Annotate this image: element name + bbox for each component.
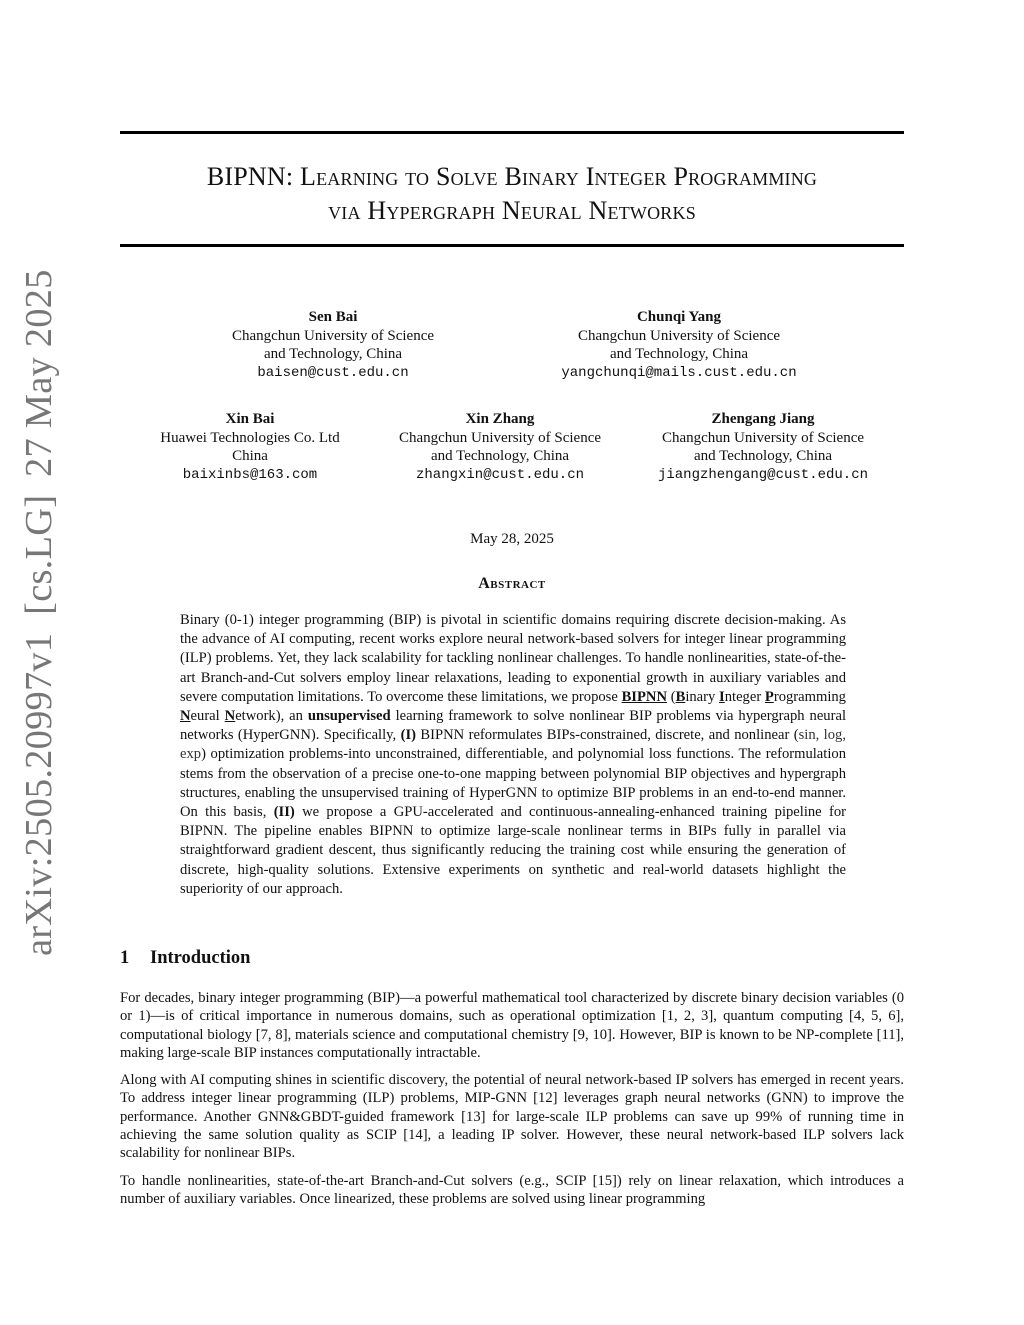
abstract-heading: Abstract — [478, 575, 546, 592]
acronym-letter: P — [764, 688, 774, 705]
section-title: Introduction — [150, 948, 251, 968]
abstract-text: learning framework to solve nonlinear BIP problems via hypergraph neural networks (HyperGNN). Specifically, — [180, 708, 846, 744]
acronym-rest: inary — [685, 688, 720, 705]
abstract-text: we propose a GPU-accelerated and continuous-annealing-enhanced training pipeline for BIPNN. The pipeline enables BIPNN to optimize large-scale nonlinear terms in BIPs fully in parallel via straightforward gradient descent, thus significantly reducing the training cost while ensuring the generation of discrete, high-quality solutions. Extensive experiments on synthetic and real-world datasets highlight the superiority of our approach. — [180, 804, 846, 897]
section-number: 1 — [120, 948, 130, 968]
arxiv-category: [cs.LG] — [18, 494, 60, 615]
contribution-marker: (II) — [273, 804, 295, 821]
author-card — [202, 308, 464, 382]
acronym-rest: nteger — [724, 688, 765, 705]
acronym-letter: I — [719, 688, 725, 705]
abstract-text: ), an — [275, 708, 303, 725]
title-top-rule — [120, 131, 904, 134]
acronym-rest: eural — [190, 708, 225, 725]
body-paragraph: To handle nonlinearities, state-of-the-art Branch-and-Cut solvers (e.g., SCIP [15]) rely on linear relaxation, which introduces a number of auxiliary variables. Once linearized, these problems are solved using linear programming — [120, 1172, 904, 1207]
author-affiliation: Huawei Technologies Co. Ltd China — [160, 429, 340, 464]
math-terms: sin, log, exp — [180, 727, 846, 763]
section-heading — [120, 948, 250, 969]
title-line-2: via Hypergraph Neural Networks — [328, 196, 696, 225]
author-name: Xin Bai — [225, 411, 275, 427]
title-line-1: BIPNN: Learning to Solve Binary Integer Programming — [206, 162, 818, 191]
author-name: Zhengang Jiang — [711, 411, 815, 427]
author-email[interactable]: baixinbs@163.com — [182, 466, 318, 483]
acronym-letter: N — [180, 708, 191, 725]
abstract-body: Binary (0-1) integer programming (BIP) is pivotal in scientific domains requiring discrete decision-making. As the advance of AI computing, recent works explore neural network-based solvers for integer linear programming (ILP) problems. Yet, they lack scalability for tackling nonlinear challenges. To handle nonlinearities, state-of-the-art Branch-and-Cut solvers employ linear relaxations, leading to exponential growth in auxiliary variables and severe computation limitations. To overcome these limitations, we propose BIPNN (Binary Integer Programming Neural Network), an unsupervised learning framework to solve nonlinear BIP problems via hypergraph neural networks (HyperGNN). Specifically, (I) BIPNN reformulates BIPs-constrained, discrete, and nonlinear (sin, log, exp) optimization problems-into unconstrained, differentiable, and polynomial loss functions. The reformulation stems from the observation of a precise one-to-one mapping between polynomial BIP objectives and hypergraph structures, enabling the unsupervised training of HyperGNN to optimize BIP problems in an end-to-end manner. On this basis, (II) we propose a GPU-accelerated and continuous-annealing-enhanced training pipeline for BIPNN. The pipeline enables BIPNN to optimize large-scale nonlinear terms in BIPs fully in parallel via straightforward gradient descent, thus significantly reducing the training cost while ensuring the generation of discrete, high-quality solutions. Extensive experiments on synthetic and real-world datasets highlight the superiority of our approach. — [180, 612, 846, 897]
abstract-text: BIPNN reformulates BIPs-constrained, discrete, and nonlinear ( — [420, 727, 799, 744]
author-card — [140, 410, 360, 484]
abstract-text: ) optimization problems-into unconstrained, differentiable, and polynomial loss functions. The reformulation stems from the observation of a precise one-to-one mapping between polynomial BIP objectives and hypergraph structures, enabling the unsupervised training of HyperGNN to optimize BIP problems in an end-to-end manner. On this basis, — [180, 746, 846, 821]
author-card — [540, 308, 818, 382]
paper-date: May 28, 2025 — [470, 531, 554, 547]
acronym-letter: B — [675, 688, 686, 705]
introduction-body — [120, 989, 904, 1217]
author-name: Chunqi Yang — [636, 309, 722, 325]
acronym-rest: rogramming — [773, 688, 846, 705]
author-card — [380, 410, 620, 484]
author-affiliation: Changchun University of Science and Technology, China — [231, 327, 435, 362]
contribution-marker: (I) — [400, 727, 416, 744]
author-email[interactable]: baisen@cust.edu.cn — [257, 364, 409, 381]
author-name: Xin Zhang — [465, 411, 535, 427]
body-paragraph: For decades, binary integer programming (BIP)—a powerful mathematical tool characterized by discrete binary decision variables (0 or 1)—is of critical importance in numerous domains, such as operational optimization [1, 2, 3], quantum computing [4, 5, 6], computational biology [7, 8], materials science and computational chemistry [9, 10]. However, BIP is known to be NP-complete [11], making large-scale BIP instances computationally intractable. — [120, 990, 904, 1061]
author-card — [640, 410, 886, 484]
acronym-letter: N — [224, 708, 236, 725]
arxiv-id: arXiv:2505.20997v1 — [18, 632, 60, 956]
author-affiliation: Changchun University of Science and Technology, China — [398, 429, 602, 464]
body-paragraph: Along with AI computing shines in scientific discovery, the potential of neural network-based IP solvers has emerged in recent years. To address integer linear programming (ILP) problems, MIP-GNN [12] leverages graph neural networks (GNN) to improve the performance. Another GNN&GBDT-guided framework [13] for large-scale ILP problems can save up 99% of running time in achieving the same solution quality as SCIP [14], a leading IP solver. However, these neural network-based ILP solvers lack scalability for nonlinear BIPs. — [120, 1072, 904, 1162]
acronym-rest: etwork — [235, 708, 276, 725]
unsupervised-emphasis: unsupervised — [307, 708, 391, 725]
author-email[interactable]: zhangxin@cust.edu.cn — [415, 466, 585, 483]
arxiv-date: 27 May 2025 — [18, 269, 60, 477]
author-email[interactable]: yangchunqi@mails.cust.edu.cn — [561, 364, 797, 381]
title-bottom-rule — [120, 244, 904, 247]
abstract-text: Binary (0-1) integer programming (BIP) is pivotal in scientific domains requiring discrete decision-making. As the advance of AI computing, recent works explore neural network-based solvers for integer linear programming (ILP) problems. Yet, they lack scalability for tackling nonlinear challenges. To handle nonlinearities, state-of-the-art Branch-and-Cut solvers employ linear relaxations, leading to exponential growth in auxiliary variables and severe computation limitations. To overcome these limitations, we propose — [180, 612, 846, 705]
author-name: Sen Bai — [308, 309, 358, 325]
author-email[interactable]: jiangzhengang@cust.edu.cn — [657, 466, 869, 483]
arxiv-side-stamp — [10, 269, 68, 960]
author-affiliation: Changchun University of Science and Technology, China — [577, 327, 781, 362]
author-affiliation: Changchun University of Science and Technology, China — [661, 429, 865, 464]
paper-title — [120, 160, 904, 228]
bipnn-name: BIPNN — [621, 688, 667, 705]
